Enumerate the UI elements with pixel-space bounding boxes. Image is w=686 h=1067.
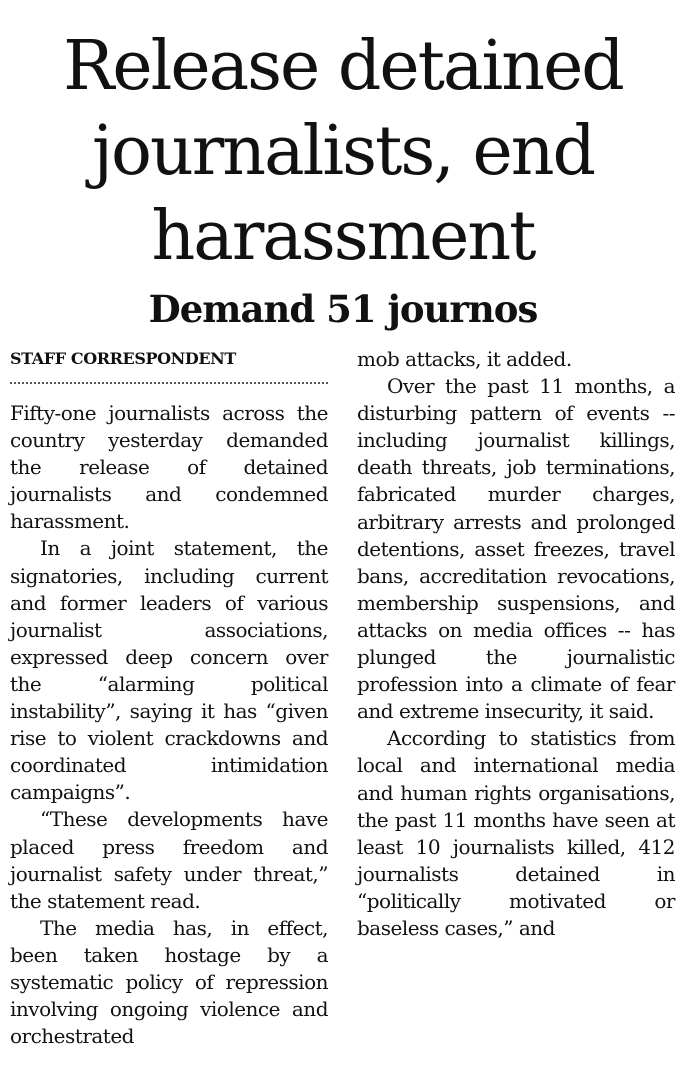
article-paragraph-continued: mob attacks, it added.: [357, 347, 572, 371]
byline-divider: [10, 382, 328, 384]
article-paragraph: The media has, in effect, been taken hostage by a systematic policy of repression involving ongoing violence and orchestrated: [10, 915, 328, 1049]
subheadline: Demand 51 journos: [148, 287, 538, 331]
article-paragraph: Fifty-one journalists across the country yesterday demanded the release of detained journalists and condemned harassment.: [10, 401, 328, 534]
byline: STAFF CORRESPONDENT: [10, 349, 236, 368]
article-column-right: [357, 346, 675, 942]
article-paragraph: Over the past 11 months, a disturbing pattern of events -- including journalist killings, death threats, job terminations, fabricated murder charges, arbitrary arrests and prolonged detentions, asset freezes, travel bans, accreditation revocations, membership suspensions, and attacks on media offices -- has plunged the journalistic profession into a climate of fear and extreme insecurity, it said.: [357, 374, 675, 724]
article-column-left: [10, 400, 328, 1050]
article-paragraph: In a joint statement, the signatories, including current and former leaders of various journalist associations, expressed deep concern over the “alarming political instability”, saying it has “given rise to violent crackdowns and coordinated intimidation campaigns”.: [10, 536, 328, 805]
article-paragraph: “These developments have placed press freedom and journalist safety under threat,” the statement read.: [10, 807, 328, 913]
headline: Release detained journalists, end harassment: [63, 27, 623, 276]
article-paragraph: According to statistics from local and international media and human rights organisations, the past 11 months have seen at least 10 journalists killed, 412 journalists detained in “politically motivated or baseless cases,” and: [357, 726, 675, 940]
